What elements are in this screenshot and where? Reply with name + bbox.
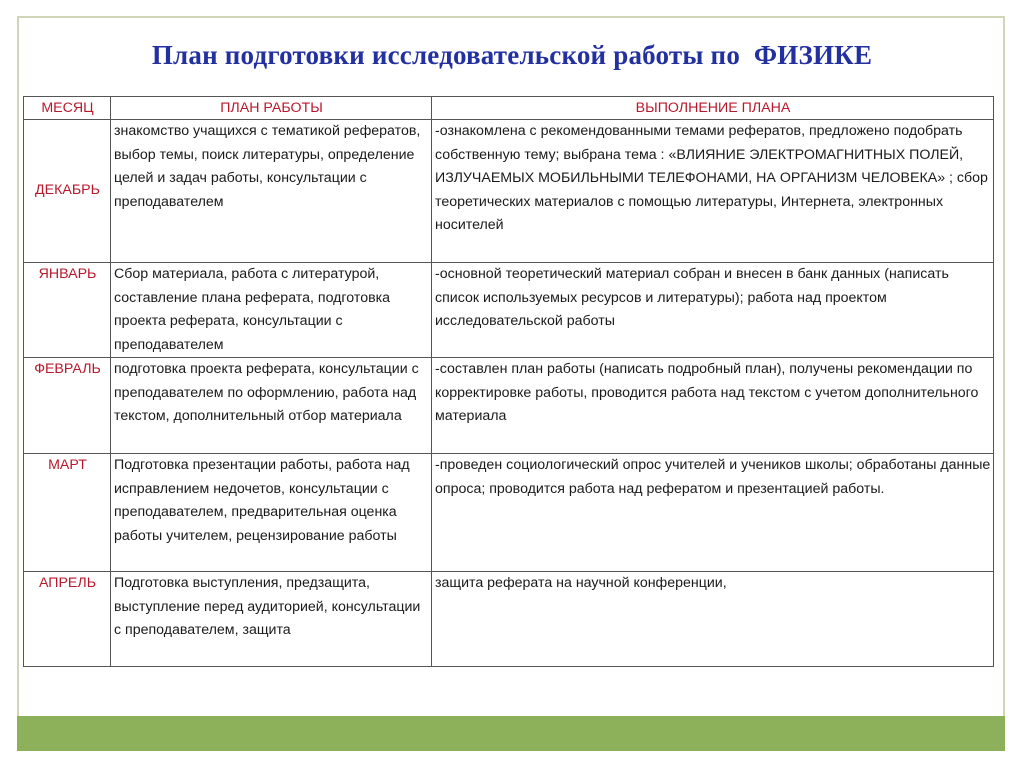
- result-cell: -составлен план работы (написать подробный план), получены рекомендации по корректировке работы, проводится работа над текстом с учетом дополнительного материала: [432, 358, 994, 454]
- result-cell: -основной теоретический материал собран и внесен в банк данных (написать список используемых ресурсов и литературы); работа над проектом исследовательской работы: [432, 263, 994, 358]
- plan-cell: подготовка проекта реферата, консультации с преподавателем по оформлению, работа над текстом, дополнительный отбор материала: [111, 358, 432, 454]
- plan-table: [23, 96, 994, 667]
- plan-cell: Подготовка презентации работы, работа над исправлением недочетов, консультации с преподавателем, предварительная оценка работы учителем, рецензирование работы: [111, 454, 432, 572]
- header-result: ВЫПОЛНЕНИЕ ПЛАНА: [432, 97, 994, 120]
- month-cell: ЯНВАРЬ: [24, 263, 111, 358]
- table-row: [24, 263, 994, 358]
- month-cell: ДЕКАБРЬ: [24, 120, 111, 263]
- result-cell: защита реферата на научной конференции,: [432, 572, 994, 667]
- plan-cell: Подготовка выступления, предзащита, выступление перед аудиторией, консультации с преподавателем, защита: [111, 572, 432, 667]
- month-cell: ФЕВРАЛЬ: [24, 358, 111, 454]
- header-month: МЕСЯЦ: [24, 97, 111, 120]
- plan-cell: Сбор материала, работа с литературой, составление плана реферата, подготовка проекта реферата, консультации с преподавателем: [111, 263, 432, 358]
- table-row: [24, 572, 994, 667]
- result-cell: -ознакомлена с рекомендованными темами рефератов, предложено подобрать собственную тему; выбрана тема : «ВЛИЯНИЕ ЭЛЕКТРОМАГНИТНЫХ ПОЛЕЙ, ИЗЛУЧАЕМЫХ МОБИЛЬНЫМИ ТЕЛЕФОНАМИ, НА ОРГАНИЗМ ЧЕЛОВЕКА» ; сбор теоретических материалов с помощью литературы, Интернета, электронных носителей: [432, 120, 994, 263]
- header-plan: ПЛАН РАБОТЫ: [111, 97, 432, 120]
- table-row: [24, 120, 994, 263]
- footer-accent-bar: [17, 716, 1005, 751]
- table-header-row: [24, 97, 994, 120]
- month-cell: МАРТ: [24, 454, 111, 572]
- month-cell: АПРЕЛЬ: [24, 572, 111, 667]
- table-row: [24, 454, 994, 572]
- result-cell: -проведен социологический опрос учителей и учеников школы; обработаны данные опроса; проводится работа над рефератом и презентацией работы.: [432, 454, 994, 572]
- page-title: План подготовки исследовательской работы по ФИЗИКЕ: [151, 40, 873, 70]
- plan-cell: знакомство учащихся с тематикой рефератов, выбор темы, поиск литературы, определение целей и задач работы, консультации с преподавателем: [111, 120, 432, 263]
- table-row: [24, 358, 994, 454]
